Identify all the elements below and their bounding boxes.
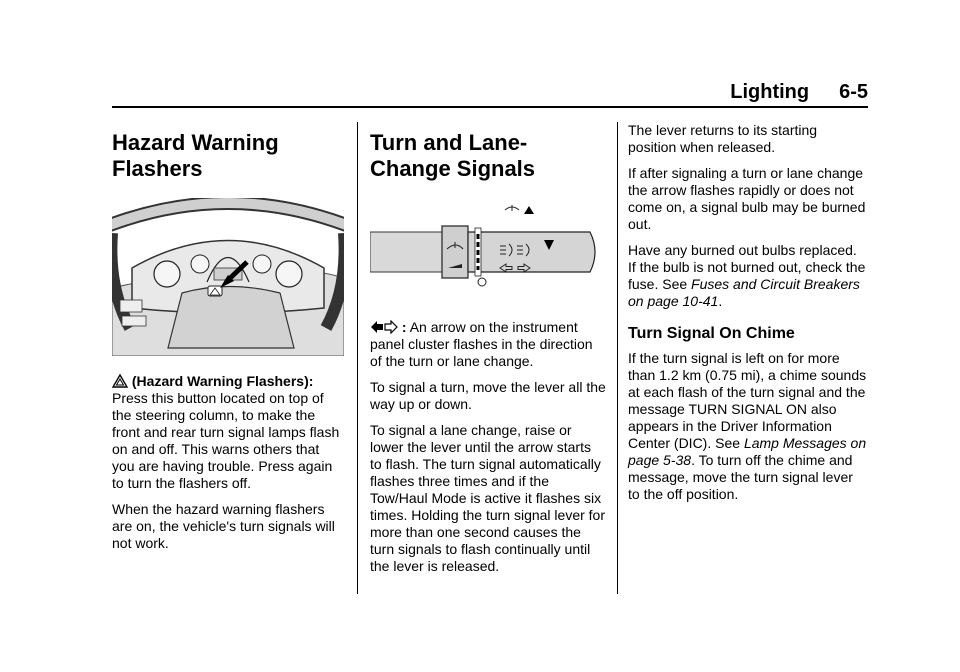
arrows-description: An arrow on the instrument panel cluster flashes in the direction of the turn or lane change. xyxy=(370,319,593,369)
turn-arrows-icon xyxy=(370,320,398,334)
subsection-heading: Turn Signal On Chime xyxy=(628,325,795,342)
hazard-triangle-icon xyxy=(112,374,128,388)
arrows-label: : xyxy=(401,319,407,335)
hazard-description: Press this button located on top of the steering column, to make the front and rear turn signal lamps flash on and off. This warns others that you are having trouble. Press again to turn the flashers off. xyxy=(112,390,340,491)
paragraph-text: . xyxy=(718,293,723,309)
column-divider xyxy=(357,122,358,594)
paragraph-fuse xyxy=(628,242,868,310)
paragraph: The lever returns to its starting position when released. xyxy=(628,122,818,155)
column-continued xyxy=(628,122,868,512)
paragraph-text: . To turn off the chime and message, move the turn signal lever to the off position. xyxy=(628,452,853,502)
cross-reference-link[interactable]: Lamp Messages on page 5-38 xyxy=(628,435,867,468)
cross-reference-link[interactable]: Fuses and Circuit Breakers on page 10-41 xyxy=(628,276,860,309)
paragraph: If after signaling a turn or lane change the arrow flashes rapidly or does not come on, a signal bulb may be burned out. xyxy=(628,165,866,232)
section-heading: Turn and Lane-Change Signals xyxy=(370,130,536,181)
column-divider xyxy=(617,122,618,594)
paragraph-chime xyxy=(628,350,868,503)
section-title: Lighting xyxy=(730,81,810,103)
paragraph-text: If the turn signal is left on for more than 1.2 km (0.75 mi), a chime sounds at each flash of the turn signal and the message TURN SIGNAL ON also appears in the Driver Information Center (DIC). See xyxy=(628,350,867,451)
paragraph: When the hazard warning flashers are on, the vehicle's turn signals will not work. xyxy=(112,501,335,551)
page-number: 6-5 xyxy=(839,81,868,103)
page-header xyxy=(112,80,868,108)
paragraph: To signal a lane change, raise or lower the lever until the arrow starts to flash. The turn signal automatically flashes three times and if the Tow/Haul Mode is active it flashes six times. Holding the turn signal lever for more than one second causes the turn signals to flash continually until the lever is released. xyxy=(370,422,605,574)
paragraph-text: Have any burned out bulbs replaced. If the bulb is not burned out, check the fuse. See xyxy=(628,242,866,292)
turn-signal-lever-illustration xyxy=(370,202,606,305)
paragraph: To signal a turn, move the lever all the way up or down. xyxy=(370,379,606,412)
dashboard-illustration xyxy=(112,198,344,361)
column-hazard xyxy=(112,122,344,561)
section-heading: Hazard Warning Flashers xyxy=(112,130,279,181)
hazard-label: (Hazard Warning Flashers): xyxy=(131,373,314,389)
column-turn-signals xyxy=(370,122,606,584)
